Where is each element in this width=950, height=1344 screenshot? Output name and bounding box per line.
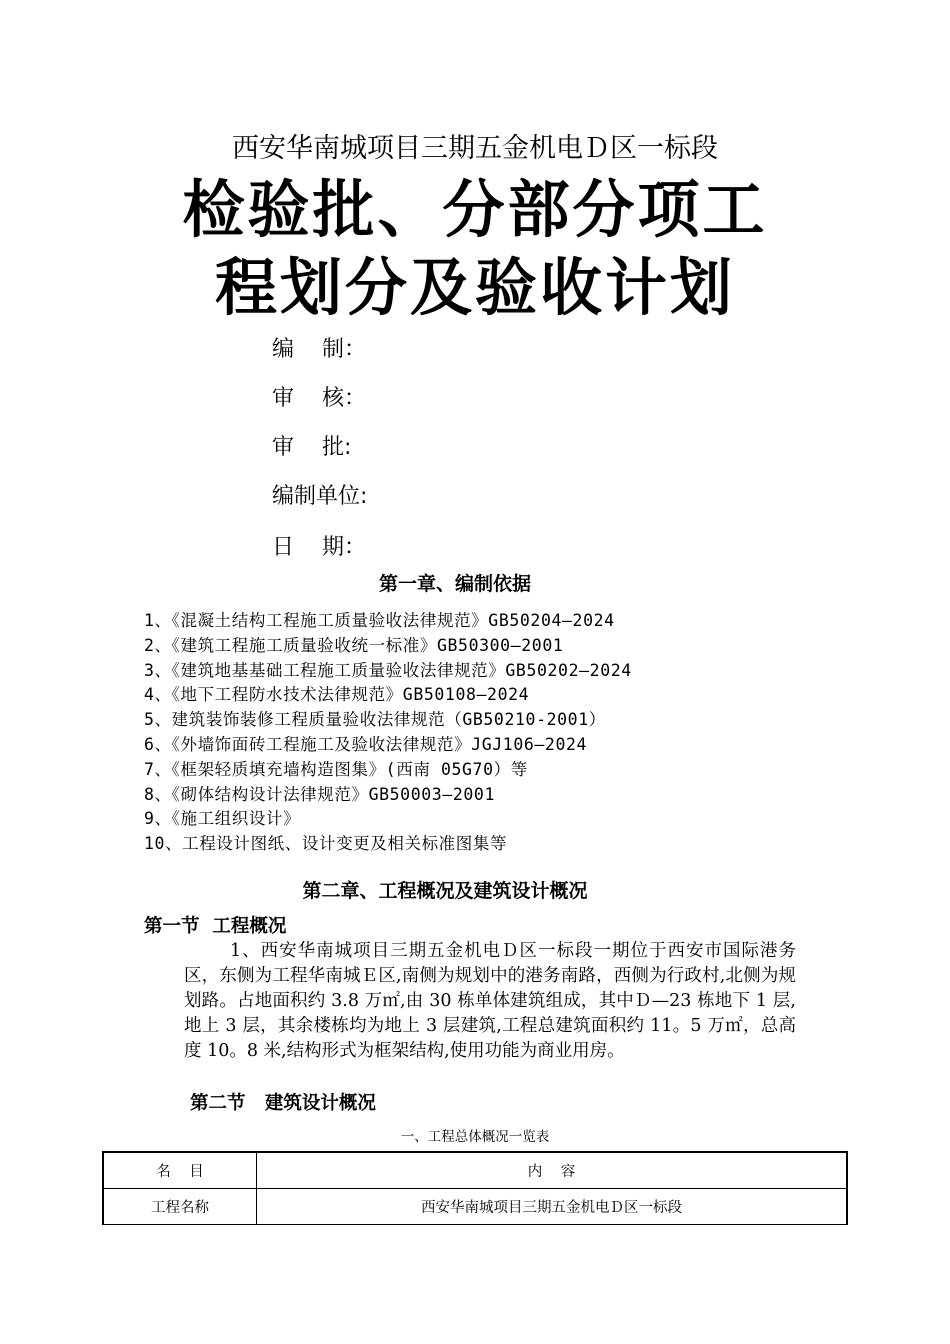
column-header-item: 名 目 (103, 1152, 257, 1189)
table-cell-content: 西安华南城项目三期五金机电Ｄ区一标段 (257, 1189, 848, 1225)
section-2-heading: 第二节 建筑设计概况 (190, 1093, 376, 1114)
table-row (103, 1189, 847, 1225)
signoff-compiler (272, 335, 366, 365)
column-header-content: 内 容 (257, 1152, 848, 1189)
reference-list (144, 609, 904, 857)
list-item: 2、《建筑工程施工质量验收统一标准》GB50300—2001 (144, 635, 564, 655)
signoff-label: 审 批: (272, 435, 352, 460)
signoff-unit (272, 482, 367, 512)
signoff-label: 编制单位: (272, 484, 368, 509)
list-item: 8、《砌体结构设计法律规范》GB50003—2001 (144, 784, 495, 804)
table-header-row (103, 1152, 847, 1189)
project-overview-table (102, 1151, 848, 1225)
list-item: 3、《建筑地基基础工程施工质量验收法律规范》GB50202—2024 (144, 660, 632, 680)
project-subtitle: 西安华南城项目三期五金机电Ｄ区一标段 (232, 133, 718, 164)
section-1-heading: 第一节 工程概况 (144, 916, 287, 937)
list-item: 7、《框架轻质填充墙构造图集》(西南 05G70）等 (144, 759, 528, 779)
project-overview-paragraph: 1、西安华南城项目三期五金机电Ｄ区一标段一期位于西安市国际港务区，东侧为工程华南城Ｅ区,南侧为规划中的港务南路，西侧为行政村,北侧为规划路。占地面积约 3.8 万㎡,由 30 栋单体建筑组成，其中Ｄ—23 栋地下 1 层,地上 3 层，其余楼栋均为地上 3 层建筑,工程总建筑面积约 11。5 万㎡，总高度 10。8 米,结构形式为框架结构,使用功能为商业用房。 (184, 941, 796, 1061)
chapter-1-heading: 第一章、编制依据 (378, 573, 531, 595)
signoff-label: 审 核： (272, 386, 366, 411)
list-item: 10、工程设计图纸、设计变更及相关标准图集等 (144, 834, 508, 854)
chapter-2-heading: 第二章、工程概况及建筑设计概况 (302, 880, 588, 902)
list-item: 4、《地下工程防水技术法律规范》GB50108—2024 (144, 685, 530, 705)
list-item: 9、《施工组织设计》 (144, 809, 301, 829)
list-item: 5、建筑装饰装修工程质量验收法律规范（GB50210-2001） (144, 710, 606, 730)
signoff-reviewer (272, 384, 366, 414)
signoff-label: 编 制： (272, 337, 366, 362)
signoff-approver (272, 433, 351, 463)
list-item: 6、《外墙饰面砖工程施工及验收法律规范》JGJ106—2024 (144, 734, 588, 754)
table-caption: 一、工程总体概况一览表 (400, 1129, 550, 1145)
signoff-date (272, 533, 366, 563)
signoff-label: 日 期： (272, 535, 366, 560)
document-title-line-2: 程划分及验收计划 (214, 251, 735, 324)
list-item: 1、《混凝土结构工程施工质量验收法律规范》GB50204—2024 (144, 611, 615, 630)
table-cell-item: 工程名称 (103, 1189, 257, 1225)
document-title-line-1: 检验批、分部分项工 (182, 173, 768, 246)
